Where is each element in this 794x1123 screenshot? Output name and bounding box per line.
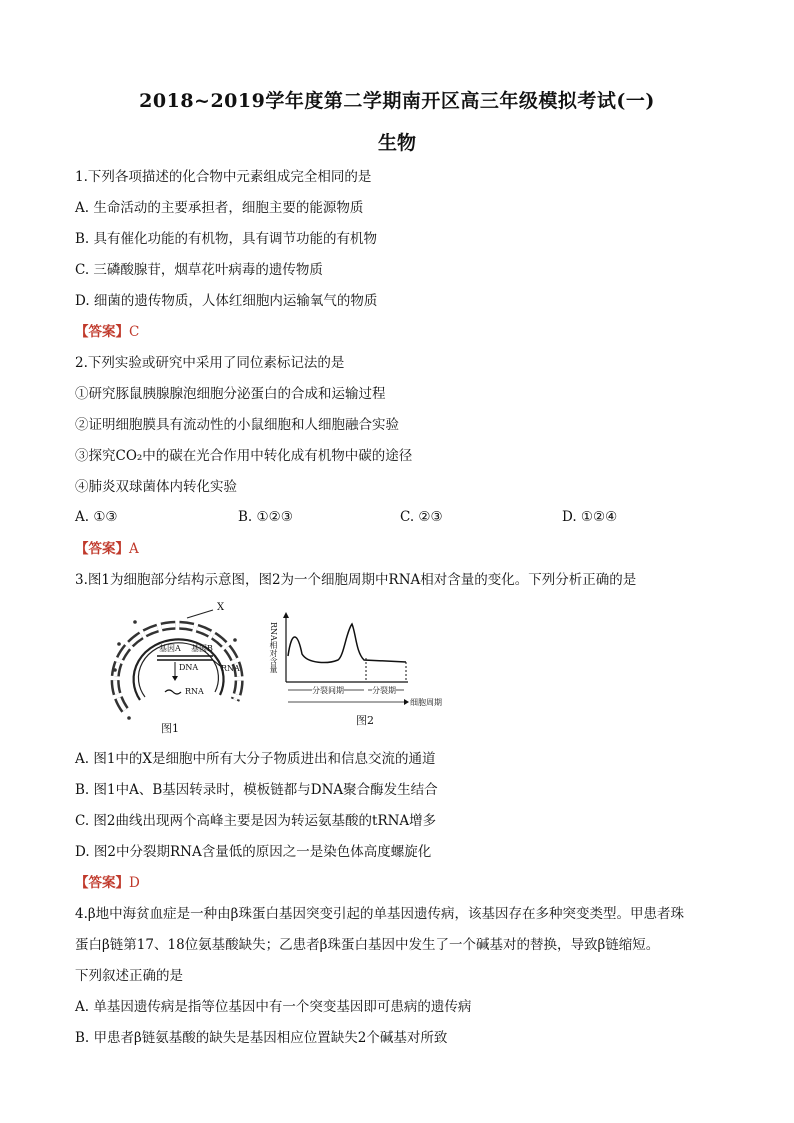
q3-answer-value: D [129,875,140,891]
q4-stem-line-1: 4.β地中海贫血症是一种由β珠蛋白基因突变引起的单基因遗传病，该基因存在多种突变类型。甲患者珠 [75,906,684,922]
q2-answer-value: A [129,541,139,557]
figure-1-cell-diagram [95,600,255,740]
ribosome-dot [233,638,237,642]
y-axis-arrow [283,612,289,618]
rna-curve [288,624,406,662]
q2-option-a: A. ①③ [75,509,118,525]
q4-stem-line-2: 蛋白β链第17、18位氨基酸缺失；乙患者β珠蛋白基因中发生了一个碱基对的替换，导致β链缩短。 [75,937,660,953]
q2-answer-label: 【答案】 [75,541,129,557]
exam-title: 2018~2019学年度第二学期南开区高三年级模拟考试(一) [139,90,655,112]
y-axis-label: RNA相对含量 [269,622,278,673]
q3-option-c: C. 图2曲线出现两个高峰主要是因为转运氨基酸的tRNA增多 [75,813,437,829]
q2-option-c: C. ②③ [400,509,443,525]
subject-title: 生物 [377,132,416,154]
q2-item-3: ③探究CO₂中的碳在光合作用中转化成有机物中碳的途径 [75,448,413,464]
q3-answer-label: 【答案】 [75,875,129,891]
label-x: X [217,602,225,613]
rna-curve-svg [268,608,448,728]
label-gene-a: 基因A [159,644,181,653]
q4-option-a: A. 单基因遗传病是指等位基因中有一个突变基因即可患病的遗传病 [75,999,472,1015]
x-pointer-line [187,610,213,618]
cycle-arrowhead [404,699,409,705]
figure-2-rna-curve [268,608,448,728]
q3-option-a: A. 图1中的X是细胞中所有大分子物质进出和信息交流的通道 [75,751,436,767]
label-rna-nucleus: RNA [185,687,204,696]
q1-answer [75,323,139,341]
rna-squiggle [165,690,181,694]
q2-stem: 2.下列实验或研究中采用了同位素标记法的是 [75,355,345,371]
q1-answer-value: C [129,324,140,340]
q3-option-b: B. 图1中A、B基因转录时，模板链都与DNA聚合酶发生结合 [75,782,438,798]
q1-option-b: B. 具有催化功能的有机物，具有调节功能的有机物 [75,231,378,247]
q2-option-d: D. ①②④ [562,509,618,525]
ribosome-dot [133,620,137,624]
q2-answer [75,540,139,558]
q2-option-b: B. ①②③ [238,509,293,525]
ribosome-dot [117,642,121,646]
q1-stem: 1.下列各项描述的化合物中元素组成完全相同的是 [75,169,372,185]
q2-options [0,509,794,527]
q1-answer-label: 【答案】 [75,324,129,340]
q1-option-a: A. 生命活动的主要承担者，细胞主要的能源物质 [75,200,364,216]
label-rna-exit: RNA [221,664,240,673]
transcription-arrowhead [172,676,178,681]
label-gene-b: 基因B [191,644,213,653]
ribosome-dot [127,716,131,720]
q3-option-d: D. 图2中分裂期RNA含量低的原因之一是染色体高度螺旋化 [75,844,432,860]
ribosome-dot [113,668,117,672]
q3-answer [75,874,140,892]
label-dna: DNA [179,663,199,672]
q2-item-1: ①研究豚鼠胰腺腺泡细胞分泌蛋白的合成和运输过程 [75,386,386,402]
q3-stem: 3.图1为细胞部分结构示意图，图2为一个细胞周期中RNA相对含量的变化。下列分析正确的是 [75,572,637,588]
q4-stem-line-3: 下列叙述正确的是 [75,968,183,984]
q1-option-c: C. 三磷酸腺苷，烟草花叶病毒的遗传物质 [75,262,323,278]
interphase-label: 分裂间期 [312,686,344,695]
mitosis-label: 分裂期 [372,686,396,695]
q2-item-4: ④肺炎双球菌体内转化实验 [75,479,237,495]
figure-2-caption: 图2 [356,714,374,727]
q1-option-d: D. 细菌的遗传物质，人体红细胞内运输氧气的物质 [75,293,378,309]
cell-cycle-label: 细胞周期 [410,698,442,707]
figure-1-caption: 图1 [161,722,179,735]
q2-item-2: ②证明细胞膜具有流动性的小鼠细胞和人细胞融合实验 [75,417,399,433]
q4-option-b: B. 甲患者β链氨基酸的缺失是基因相应位置缺失2个碱基对所致 [75,1030,448,1046]
